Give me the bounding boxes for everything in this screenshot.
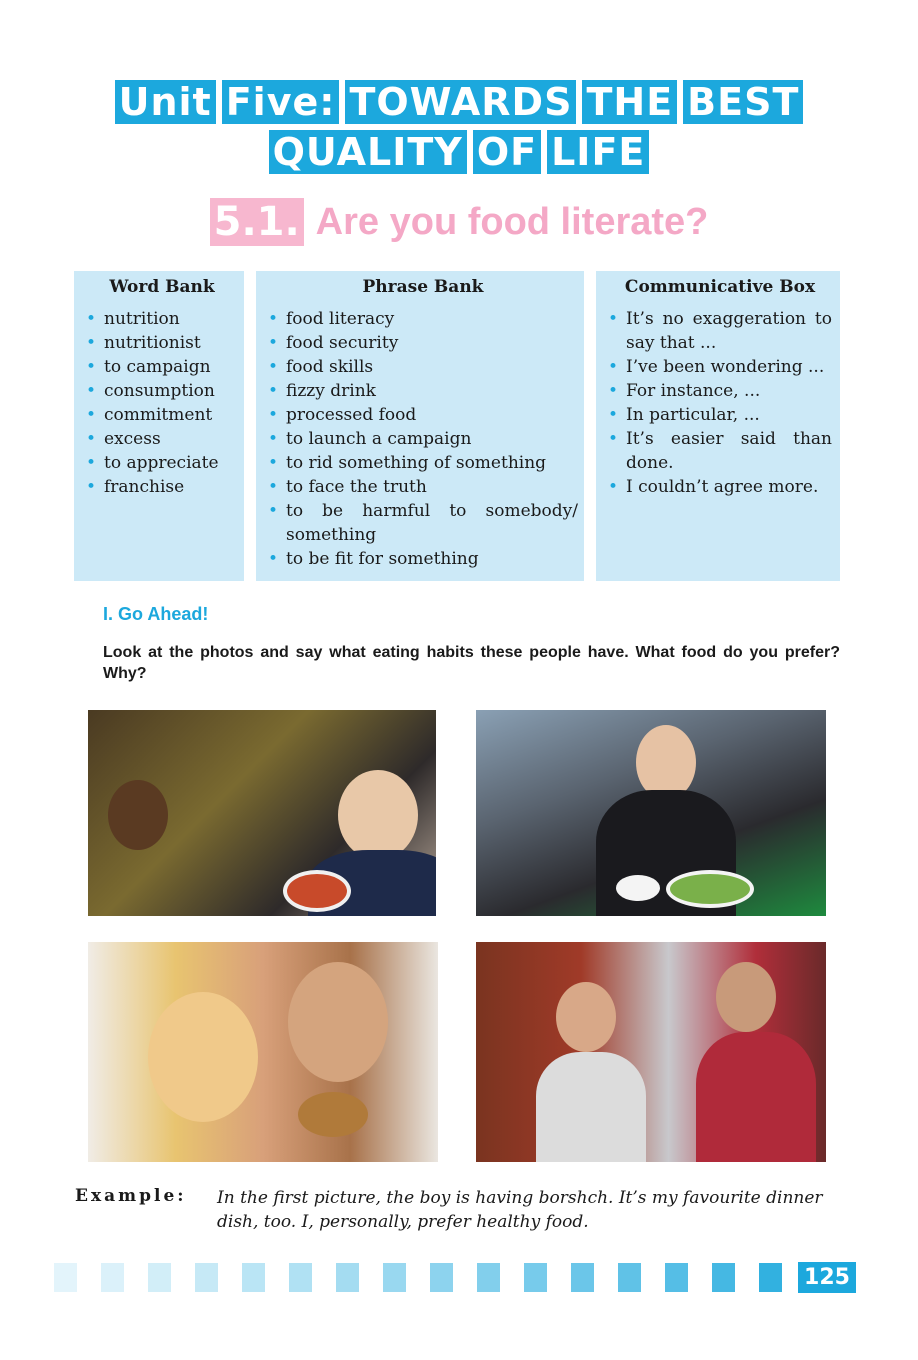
communicative-box xyxy=(596,271,840,581)
list-item: • processed food xyxy=(268,403,578,427)
example-label: Example: xyxy=(75,1186,187,1206)
list-item: • franchise xyxy=(86,475,238,499)
list-item: • to launch a campaign xyxy=(268,427,578,451)
unit-title-line-2 xyxy=(0,130,918,174)
footer-square xyxy=(430,1263,453,1292)
unit-title-word: BEST xyxy=(683,80,803,124)
unit-title-word: THE xyxy=(582,80,677,124)
list-item: • to be harmful to somebody/ something xyxy=(268,499,578,547)
list-item: • to campaign xyxy=(86,355,238,379)
list-item: • food security xyxy=(268,331,578,355)
footer-square xyxy=(383,1263,406,1292)
list-item: • For instance, ... xyxy=(608,379,832,403)
footer-square xyxy=(759,1263,782,1292)
unit-title-word: Unit xyxy=(115,80,216,124)
photo-boy-eating-borshch xyxy=(88,710,436,916)
footer-square xyxy=(477,1263,500,1292)
unit-title-word: Five: xyxy=(222,80,340,124)
list-item: • nutrition xyxy=(86,307,238,331)
page-number: 125 xyxy=(798,1262,856,1293)
footer-square xyxy=(336,1263,359,1292)
footer-square xyxy=(618,1263,641,1292)
word-bank-list xyxy=(86,307,238,499)
list-item: • In particular, ... xyxy=(608,403,832,427)
list-item: • I’ve been wondering ... xyxy=(608,355,832,379)
list-item: • commitment xyxy=(86,403,238,427)
task-instruction: Look at the photos and say what eating habits these people have. What food do you prefer? Why? xyxy=(103,644,840,682)
list-item: • nutritionist xyxy=(86,331,238,355)
example-text: In the first picture, the boy is having borshch. It’s my favourite dinner dish, too. I, personally, prefer healthy food. xyxy=(217,1188,823,1232)
word-bank-title: Word Bank xyxy=(109,277,215,297)
unit-title-word: LIFE xyxy=(547,130,649,174)
phrase-bank xyxy=(256,271,584,581)
word-bank xyxy=(74,271,244,581)
footer-square xyxy=(54,1263,77,1292)
footer-square xyxy=(242,1263,265,1292)
list-item: • to face the truth xyxy=(268,475,578,499)
list-item: • It’s no exaggeration to say that ... xyxy=(608,307,832,355)
list-item: • fizzy drink xyxy=(268,379,578,403)
footer-square xyxy=(712,1263,735,1292)
footer-square xyxy=(195,1263,218,1292)
unit-title-word: TOWARDS xyxy=(345,80,576,124)
unit-title-line-1 xyxy=(0,80,918,124)
list-item: • food literacy xyxy=(268,307,578,331)
footer-square xyxy=(101,1263,124,1292)
lesson-number: 5.1. xyxy=(210,198,304,246)
unit-title-word: QUALITY xyxy=(269,130,467,174)
section-heading: I. Go Ahead! xyxy=(103,604,209,624)
footer-square xyxy=(524,1263,547,1292)
phrase-bank-list xyxy=(268,307,578,571)
vocabulary-banks xyxy=(74,271,840,581)
phrase-bank-title: Phrase Bank xyxy=(362,277,484,297)
footer-square xyxy=(289,1263,312,1292)
list-item: • to appreciate xyxy=(86,451,238,475)
lesson-heading xyxy=(0,198,918,246)
list-item: • excess xyxy=(86,427,238,451)
list-item: • to be fit for something xyxy=(268,547,578,571)
unit-title xyxy=(0,80,918,180)
communicative-box-title: Communicative Box xyxy=(624,277,816,297)
list-item: • I couldn’t agree more. xyxy=(608,475,832,499)
photo-teens-fast-food xyxy=(476,942,826,1162)
photo-couple-eating-burger xyxy=(88,942,438,1162)
lesson-title: Are you food literate? xyxy=(315,201,709,243)
list-item: • to rid something of something xyxy=(268,451,578,475)
communicative-box-list xyxy=(608,307,832,499)
list-item: • food skills xyxy=(268,355,578,379)
footer-square xyxy=(148,1263,171,1292)
footer-decoration xyxy=(54,1263,782,1292)
list-item: • consumption xyxy=(86,379,238,403)
footer-square xyxy=(571,1263,594,1292)
photo-girl-with-salad xyxy=(476,710,826,916)
unit-title-word: OF xyxy=(473,130,541,174)
footer-square xyxy=(665,1263,688,1292)
list-item: • It’s easier said than done. xyxy=(608,427,832,475)
